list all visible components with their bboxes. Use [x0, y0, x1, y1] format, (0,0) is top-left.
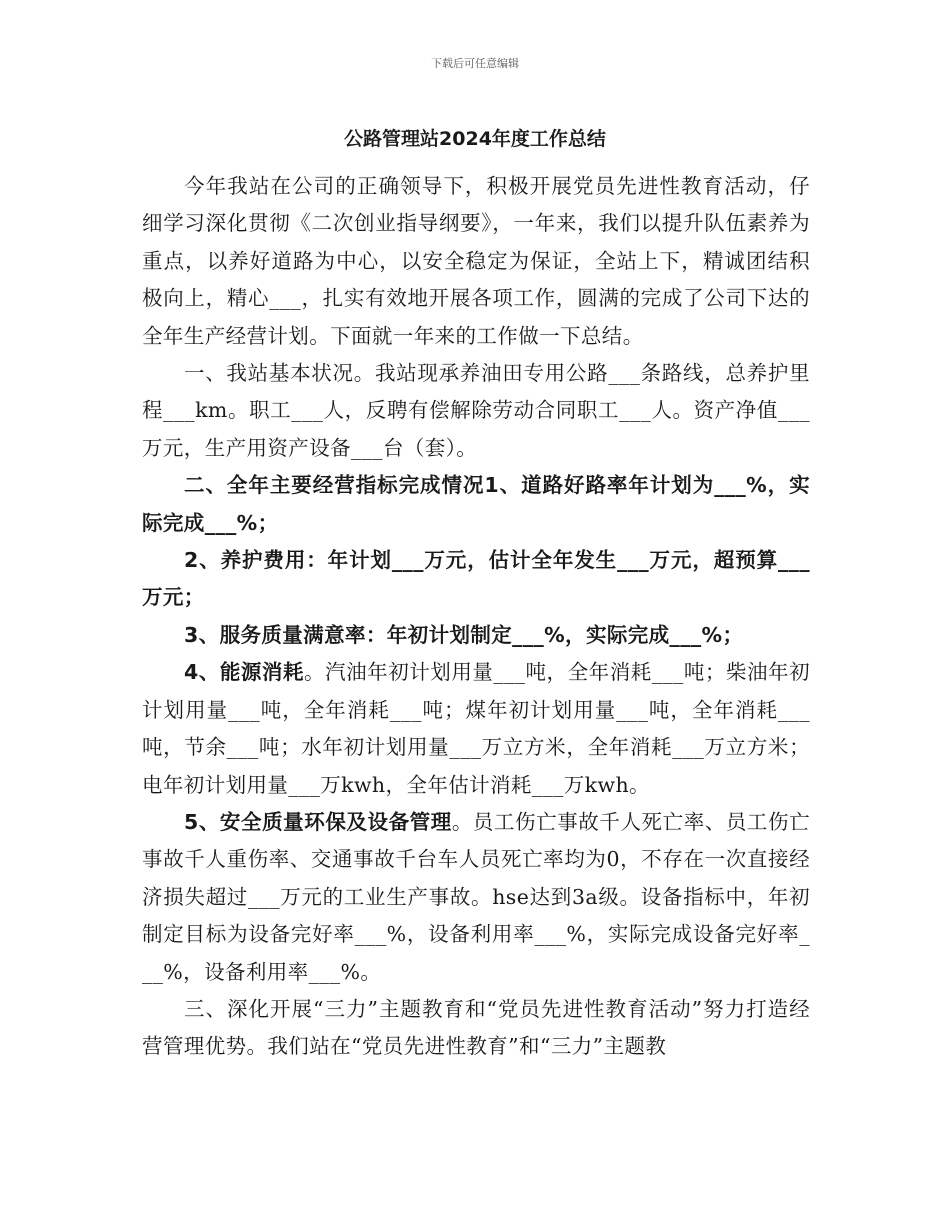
paragraph-basic-status: 一、我站基本状况。我站现承养油田专用公路___条路线，总养护里程___km。职工___人，反聘有偿解除劳动合同职工___人。资产净值___万元，生产用资产设备___台（套）。 — [142, 361, 810, 460]
document-title: 公路管理站2024年度工作总结 — [344, 128, 606, 150]
energy-heading: 4、能源消耗 — [184, 660, 305, 685]
page-header: 下载后可任意编辑 — [431, 57, 519, 70]
paragraph-indicators: 二、全年主要经营指标完成情况1、道路好路率年计划为___%，实际完成___%； — [142, 473, 810, 535]
paragraph-service-quality: 3、服务质量满意率：年初计划制定___%，实际完成___%； — [184, 622, 744, 647]
paragraph-safety — [142, 804, 810, 991]
paragraph-energy — [142, 654, 810, 804]
paragraph-maintenance-cost: 2、养护费用：年计划___万元，估计全年发生___万元，超预算___万元； — [142, 548, 810, 610]
safety-heading: 5、安全质量环保及设备管理 — [184, 809, 452, 834]
paragraph-intro: 今年我站在公司的正确领导下，积极开展党员先进性教育活动，仔细学习深化贯彻《二次创业指导纲要》，一年来，我们以提升队伍素养为重点，以养好道路为中心，以安全稳定为保证，全站上下，精诚团结积极向上，精心___，扎实有效地开展各项工作，圆满的完成了公司下达的全年生产经营计划。下面就一年来的工作做一下总结。 — [142, 174, 810, 348]
document-body — [142, 168, 810, 1066]
paragraph-education: 三、深化开展“三力”主题教育和“党员先进性教育活动”努力打造经营管理优势。我们站在“党员先进性教育”和“三力”主题教 — [142, 996, 810, 1059]
safety-text: 。员工伤亡事故千人死亡率、员工伤亡事故千人重伤率、交通事故千台车人员死亡率均为0，不存在一次直接经济损失超过___万元的工业生产事故。hse达到3a级。设备指标中，年初制定目标为设备完好率___%，设备利用率___%，实际完成设备完好率___%，设备利用率___%。 — [142, 809, 810, 984]
energy-text: 。汽油年初计划用量___吨，全年消耗___吨；柴油年初计划用量___吨，全年消耗___吨；煤年初计划用量___吨，全年消耗___吨，节余___吨；水年初计划用量___万立方米，全年消耗___万立方米；电年初计划用量___万kwh，全年估计消耗___万kwh。 — [142, 660, 810, 797]
